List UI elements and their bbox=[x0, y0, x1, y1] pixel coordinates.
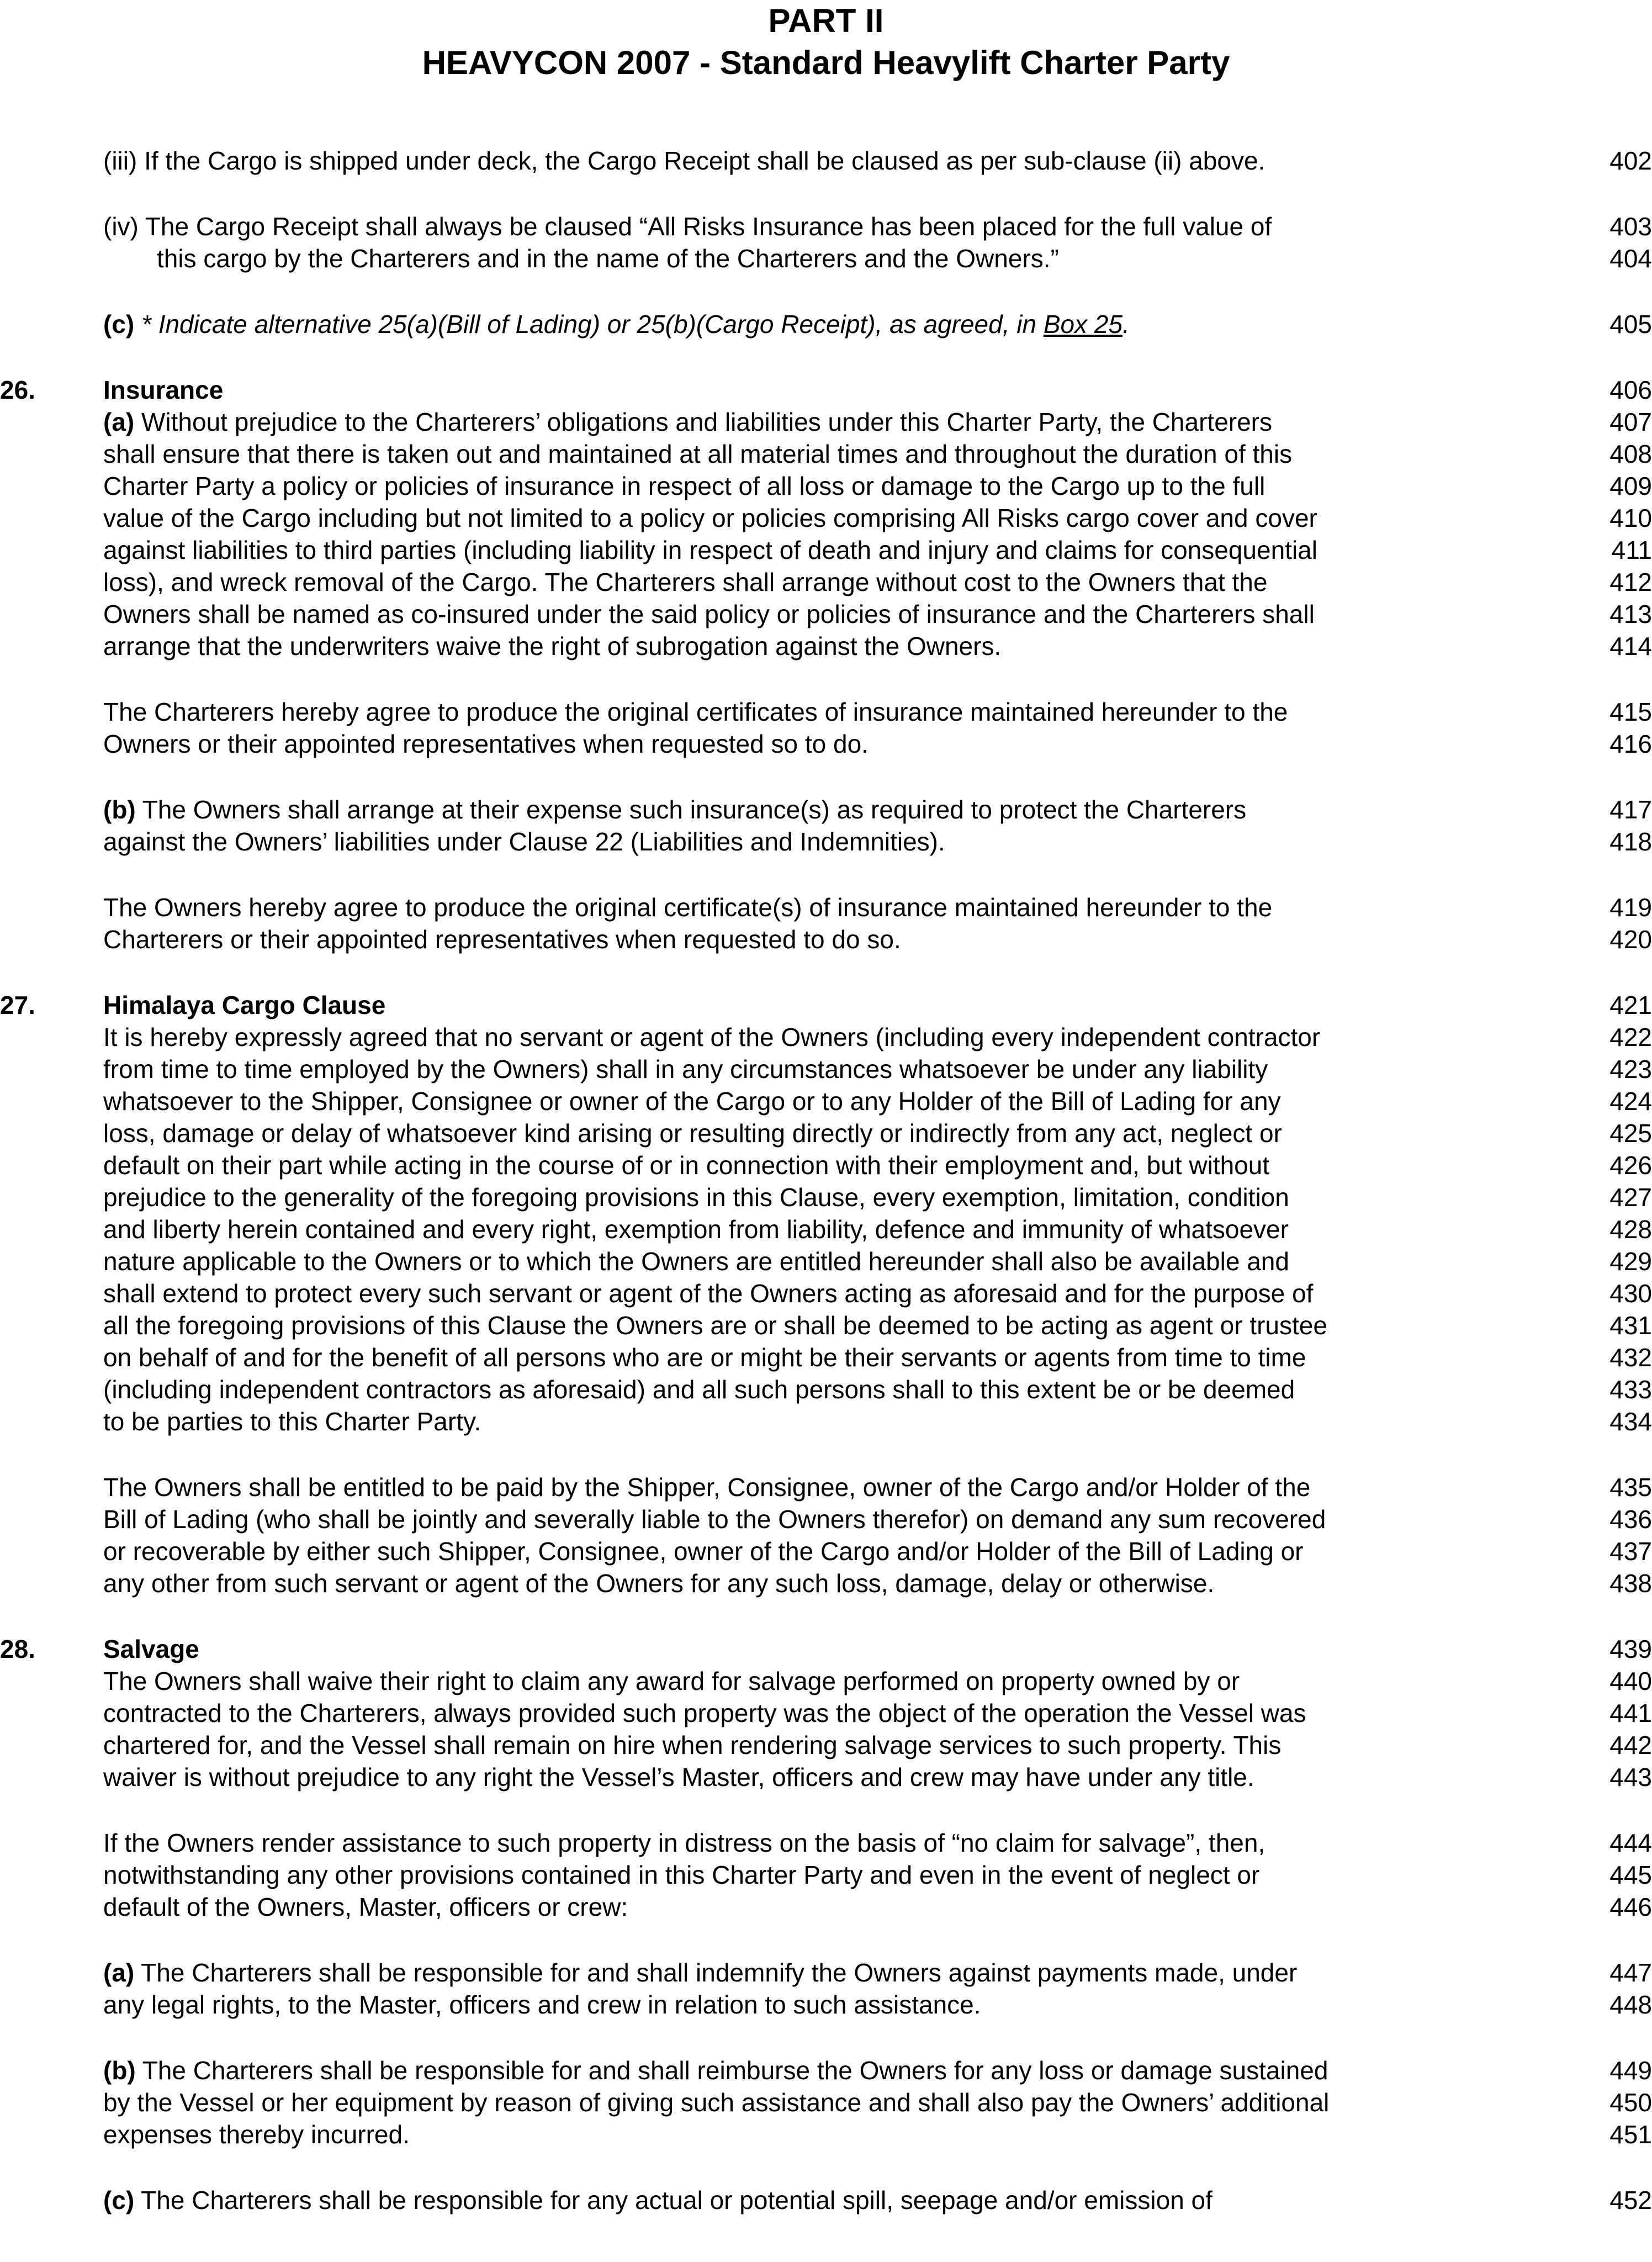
line-number: 416 bbox=[1609, 730, 1652, 758]
line-text bbox=[103, 1053, 1268, 1085]
line-text bbox=[103, 1697, 1306, 1729]
text-line-443 bbox=[0, 1761, 1652, 1793]
text-line-415 bbox=[0, 696, 1652, 728]
line-number: 407 bbox=[1609, 408, 1652, 436]
text-segment: shall extend to protect every such servant or agent of the Owners acting as aforesaid and for the purpose of bbox=[103, 1279, 1314, 1308]
line-text bbox=[103, 210, 1272, 242]
line-number: 408 bbox=[1609, 440, 1652, 468]
line-text bbox=[103, 1277, 1313, 1309]
line-number: 419 bbox=[1609, 893, 1652, 922]
text-line-417 bbox=[0, 794, 1652, 826]
line-text bbox=[103, 1503, 1326, 1535]
line-number: 445 bbox=[1609, 1861, 1652, 1889]
text-segment: (a) bbox=[103, 1958, 135, 1987]
text-line-432 bbox=[0, 1341, 1652, 1373]
line-text bbox=[103, 989, 385, 1021]
line-text bbox=[103, 598, 1315, 630]
text-segment: this cargo by the Charterers and in the name of the Charterers and the Owners.” bbox=[157, 244, 1059, 273]
line-text bbox=[103, 2054, 1328, 2086]
line-number: 431 bbox=[1609, 1311, 1652, 1340]
line-text bbox=[103, 630, 1001, 662]
text-segment: expenses thereby incurred. bbox=[103, 2120, 410, 2149]
line-text bbox=[103, 1373, 1295, 1405]
text-line-408 bbox=[0, 438, 1652, 470]
text-line-431 bbox=[0, 1309, 1652, 1341]
line-text bbox=[103, 923, 901, 955]
line-text bbox=[103, 1245, 1289, 1277]
text-line-422 bbox=[0, 1021, 1652, 1053]
text-segment: The Owners shall waive their right to claim any award for salvage performed on property owned by or bbox=[103, 1667, 1240, 1695]
text-line-421 bbox=[0, 989, 1652, 1021]
text-line-433 bbox=[0, 1373, 1652, 1405]
text-segment: nature applicable to the Owners or to which the Owners are entitled hereunder shall also be available and bbox=[103, 1247, 1289, 1276]
text-line-448 bbox=[0, 1989, 1652, 2021]
text-segment: all the foregoing provisions of this Clause the Owners are or shall be deemed to be acting as agent or trustee bbox=[103, 1311, 1327, 1340]
text-segment: from time to time employed by the Owners) shall in any circumstances whatsoever be under any liability bbox=[103, 1055, 1268, 1084]
line-number: 424 bbox=[1609, 1087, 1652, 1116]
part-heading: PART II bbox=[768, 2, 884, 39]
text-line-416 bbox=[0, 728, 1652, 760]
line-number: 452 bbox=[1609, 2186, 1652, 2215]
text-line-442 bbox=[0, 1729, 1652, 1761]
text-line-440 bbox=[0, 1665, 1652, 1697]
line-number: 436 bbox=[1609, 1505, 1652, 1534]
line-text bbox=[103, 1341, 1306, 1373]
text-segment: Charter Party a policy or policies of insurance in respect of all loss or damage to the Cargo up to the full bbox=[103, 472, 1266, 500]
text-segment: arrange that the underwriters waive the right of subrogation against the Owners. bbox=[103, 632, 1002, 660]
line-text bbox=[157, 242, 1059, 274]
line-text bbox=[103, 2118, 410, 2150]
line-text bbox=[103, 1859, 1259, 1891]
line-text bbox=[103, 696, 1288, 728]
line-text bbox=[103, 1021, 1320, 1053]
text-segment: prejudice to the generality of the foregoing provisions in this Clause, every exemption, limitation, condition bbox=[103, 1183, 1289, 1212]
line-number: 404 bbox=[1609, 244, 1652, 273]
line-number: 432 bbox=[1609, 1343, 1652, 1372]
line-number: 448 bbox=[1609, 1990, 1652, 2019]
text-line-437 bbox=[0, 1535, 1652, 1567]
line-text bbox=[103, 438, 1292, 470]
text-line-449 bbox=[0, 2054, 1652, 2086]
clause-text-body bbox=[0, 145, 1652, 2216]
text-segment: Without prejudice to the Charterers’ obligations and liabilities under this Charter Party, the Charterers bbox=[134, 408, 1273, 436]
text-segment: Salvage bbox=[103, 1635, 199, 1663]
text-segment: * Indicate alternative 25(a)(Bill of Lading) or 25(b)(Cargo Receipt), as agreed, in bbox=[141, 310, 1044, 339]
text-segment: . bbox=[1122, 310, 1130, 339]
text-line-452 bbox=[0, 2184, 1652, 2216]
line-number: 441 bbox=[1609, 1699, 1652, 1727]
line-text bbox=[103, 1149, 1269, 1181]
text-segment: any legal rights, to the Master, officers and crew in relation to such assistance. bbox=[103, 1990, 981, 2019]
text-line-450 bbox=[0, 2086, 1652, 2118]
line-number: 439 bbox=[1609, 1635, 1652, 1663]
box-reference-link[interactable]: Box 25 bbox=[1043, 310, 1123, 339]
line-text bbox=[103, 728, 869, 760]
line-number: 434 bbox=[1609, 1407, 1652, 1436]
text-segment: It is hereby expressly agreed that no servant or agent of the Owners (including every independent contractor bbox=[103, 1023, 1321, 1051]
text-segment: (c) bbox=[103, 310, 135, 339]
line-text bbox=[103, 2086, 1329, 2118]
text-segment: loss, damage or delay of whatsoever kind arising or resulting directly or indirectly from any act, neglect or bbox=[103, 1119, 1282, 1148]
text-segment: Owners or their appointed representatives when requested so to do. bbox=[103, 730, 869, 758]
text-segment: value of the Cargo including but not limited to a policy or policies comprising All Risks cargo cover and cover bbox=[103, 504, 1317, 532]
line-number: 438 bbox=[1609, 1569, 1652, 1598]
line-text bbox=[103, 1729, 1281, 1761]
line-number: 411 bbox=[1611, 536, 1652, 564]
line-text bbox=[103, 1181, 1289, 1213]
line-number: 427 bbox=[1609, 1183, 1652, 1212]
line-number: 430 bbox=[1609, 1279, 1652, 1308]
line-number: 420 bbox=[1609, 925, 1652, 954]
line-number: 421 bbox=[1609, 991, 1652, 1019]
text-line-429 bbox=[0, 1245, 1652, 1277]
line-text bbox=[103, 1957, 1297, 1989]
line-text bbox=[103, 534, 1317, 566]
text-line-411 bbox=[0, 534, 1652, 566]
text-line-419 bbox=[0, 891, 1652, 923]
text-line-425 bbox=[0, 1117, 1652, 1149]
line-text bbox=[103, 1827, 1265, 1859]
text-line-445 bbox=[0, 1859, 1652, 1891]
line-text bbox=[103, 1891, 628, 1923]
line-text bbox=[103, 1213, 1289, 1245]
line-number: 423 bbox=[1609, 1055, 1652, 1084]
text-segment: (iii) If the Cargo is shipped under deck, the Cargo Receipt shall be claused as per sub-clause (ii) above. bbox=[103, 146, 1266, 175]
text-line-447 bbox=[0, 1957, 1652, 1989]
text-line-405 bbox=[0, 308, 1652, 340]
text-segment: (b) bbox=[103, 2056, 136, 2085]
clause-number: 27. bbox=[0, 991, 35, 1019]
text-line-414 bbox=[0, 630, 1652, 662]
text-segment: whatsoever to the Shipper, Consignee or owner of the Cargo or to any Holder of the Bill of Lading for any bbox=[103, 1087, 1281, 1116]
text-segment: (a) bbox=[103, 408, 135, 436]
text-segment: The Owners shall arrange at their expense such insurance(s) as required to protect the Charterers bbox=[135, 795, 1247, 824]
line-number: 449 bbox=[1609, 2056, 1652, 2085]
text-line-446 bbox=[0, 1891, 1652, 1923]
text-segment: shall ensure that there is taken out and maintained at all material times and throughout the duration of this bbox=[103, 440, 1293, 468]
text-segment: The Owners hereby agree to produce the original certificate(s) of insurance maintained hereunder to the bbox=[103, 893, 1273, 922]
line-number: 426 bbox=[1609, 1151, 1652, 1180]
text-segment: (c) bbox=[103, 2186, 135, 2215]
text-line-418 bbox=[0, 826, 1652, 858]
text-segment: against the Owners’ liabilities under Clause 22 (Liabilities and Indemnities). bbox=[103, 827, 945, 856]
line-number: 433 bbox=[1609, 1375, 1652, 1404]
line-number: 410 bbox=[1609, 504, 1652, 532]
line-text bbox=[103, 1471, 1310, 1503]
text-segment bbox=[134, 310, 141, 339]
line-text bbox=[103, 1309, 1327, 1341]
text-line-444 bbox=[0, 1827, 1652, 1859]
text-segment: The Charterers shall be responsible for and shall reimburse the Owners for any loss or damage sustained bbox=[135, 2056, 1328, 2085]
line-number: 403 bbox=[1609, 212, 1652, 241]
line-number: 440 bbox=[1609, 1667, 1652, 1695]
line-text bbox=[103, 1405, 481, 1437]
text-segment: on behalf of and for the benefit of all persons who are or might be their servants or agents from time to time bbox=[103, 1343, 1306, 1372]
text-segment: Bill of Lading (who shall be jointly and severally liable to the Owners therefor) on demand any sum recovered bbox=[103, 1505, 1326, 1534]
line-number: 446 bbox=[1609, 1893, 1652, 1921]
line-text bbox=[103, 891, 1272, 923]
text-line-436 bbox=[0, 1503, 1652, 1535]
text-line-420 bbox=[0, 923, 1652, 955]
line-text bbox=[103, 2184, 1212, 2216]
line-text bbox=[103, 1117, 1282, 1149]
line-text bbox=[103, 1633, 199, 1665]
line-number: 409 bbox=[1609, 472, 1652, 500]
line-text bbox=[103, 502, 1317, 534]
text-line-409 bbox=[0, 470, 1652, 502]
line-number: 412 bbox=[1609, 568, 1652, 596]
text-line-403 bbox=[0, 210, 1652, 242]
line-text bbox=[103, 470, 1265, 502]
text-line-407 bbox=[0, 406, 1652, 438]
text-line-434 bbox=[0, 1405, 1652, 1437]
text-line-435 bbox=[0, 1471, 1652, 1503]
text-line-410 bbox=[0, 502, 1652, 534]
line-text bbox=[103, 826, 945, 858]
text-segment: contracted to the Charterers, always provided such property was the object of the operation the Vessel was bbox=[103, 1699, 1306, 1727]
text-segment: Himalaya Cargo Clause bbox=[103, 991, 386, 1019]
text-segment: The Charterers shall be responsible for and shall indemnify the Owners against payments made, under bbox=[134, 1958, 1298, 1987]
line-number: 447 bbox=[1609, 1958, 1652, 1987]
line-number: 425 bbox=[1609, 1119, 1652, 1148]
line-text bbox=[103, 406, 1272, 438]
clause-number: 28. bbox=[0, 1635, 35, 1663]
line-number: 415 bbox=[1609, 697, 1652, 726]
text-line-427 bbox=[0, 1181, 1652, 1213]
text-line-423 bbox=[0, 1053, 1652, 1085]
line-text bbox=[103, 1567, 1214, 1599]
line-text bbox=[103, 566, 1267, 598]
line-number: 414 bbox=[1609, 632, 1652, 660]
text-segment: any other from such servant or agent of the Owners for any such loss, damage, delay or otherwise. bbox=[103, 1569, 1215, 1598]
text-segment: The Charterers shall be responsible for any actual or potential spill, seepage and/or emission of bbox=[134, 2186, 1212, 2215]
text-segment: and liberty herein contained and every right, exemption from liability, defence and immunity of whatsoever bbox=[103, 1215, 1289, 1244]
text-segment: (iv) The Cargo Receipt shall always be claused “All Risks Insurance has been placed for the full value of bbox=[103, 212, 1272, 241]
document-header bbox=[0, 0, 1652, 84]
text-segment: Charterers or their appointed representatives when requested to do so. bbox=[103, 925, 901, 954]
text-segment: default on their part while acting in the course of or in connection with their employment and, but without bbox=[103, 1151, 1270, 1180]
text-segment: Insurance bbox=[103, 376, 224, 404]
clause-number: 26. bbox=[0, 376, 35, 404]
text-segment: against liabilities to third parties (including liability in respect of death and injury and claims for consequential bbox=[103, 536, 1317, 564]
text-line-441 bbox=[0, 1697, 1652, 1729]
text-line-412 bbox=[0, 566, 1652, 598]
text-segment: by the Vessel or her equipment by reason of giving such assistance and shall also pay the Owners’ additional bbox=[103, 2088, 1330, 2117]
line-number: 435 bbox=[1609, 1473, 1652, 1502]
line-number: 405 bbox=[1609, 310, 1652, 339]
text-line-426 bbox=[0, 1149, 1652, 1181]
line-number: 402 bbox=[1609, 146, 1652, 175]
line-number: 437 bbox=[1609, 1537, 1652, 1566]
text-line-413 bbox=[0, 598, 1652, 630]
text-segment: Owners shall be named as co-insured under the said policy or policies of insurance and the Charterers shall bbox=[103, 600, 1315, 628]
text-segment: or recoverable by either such Shipper, Consignee, owner of the Cargo and/or Holder of the Bill of Lading or bbox=[103, 1537, 1304, 1566]
line-text bbox=[103, 145, 1265, 177]
line-number: 417 bbox=[1609, 795, 1652, 824]
document-title: HEAVYCON 2007 - Standard Heavylift Charter Party bbox=[422, 44, 1230, 81]
text-segment: loss), and wreck removal of the Cargo. The Charterers shall arrange without cost to the Owners that the bbox=[103, 568, 1268, 596]
text-segment: The Charterers hereby agree to produce the original certificates of insurance maintained hereunder to the bbox=[103, 697, 1288, 726]
line-number: 443 bbox=[1609, 1763, 1652, 1791]
text-line-451 bbox=[0, 2118, 1652, 2150]
text-line-402 bbox=[0, 145, 1652, 177]
line-number: 413 bbox=[1609, 600, 1652, 628]
text-line-406 bbox=[0, 374, 1652, 406]
line-text bbox=[103, 1085, 1281, 1117]
line-number: 451 bbox=[1609, 2120, 1652, 2149]
line-text bbox=[103, 1761, 1254, 1793]
line-number: 428 bbox=[1609, 1215, 1652, 1244]
text-segment: The Owners shall be entitled to be paid by the Shipper, Consignee, owner of the Cargo and/or Holder of the bbox=[103, 1473, 1311, 1502]
line-number: 429 bbox=[1609, 1247, 1652, 1276]
text-segment: (b) bbox=[103, 795, 136, 824]
line-number: 442 bbox=[1609, 1731, 1652, 1759]
line-number: 406 bbox=[1609, 376, 1652, 404]
line-number: 450 bbox=[1609, 2088, 1652, 2117]
text-line-430 bbox=[0, 1277, 1652, 1309]
text-segment: notwithstanding any other provisions contained in this Charter Party and even in the event of neglect or bbox=[103, 1861, 1260, 1889]
text-segment: waiver is without prejudice to any right the Vessel’s Master, officers and crew may have under any title. bbox=[103, 1763, 1254, 1791]
line-text bbox=[103, 1535, 1304, 1567]
line-text bbox=[103, 794, 1246, 826]
text-segment: default of the Owners, Master, officers or crew: bbox=[103, 1893, 628, 1921]
text-line-438 bbox=[0, 1567, 1652, 1599]
text-line-404 bbox=[0, 242, 1652, 274]
text-segment: (including independent contractors as aforesaid) and all such persons shall to this extent be or be deemed bbox=[103, 1375, 1295, 1404]
text-segment: to be parties to this Charter Party. bbox=[103, 1407, 481, 1436]
text-line-428 bbox=[0, 1213, 1652, 1245]
text-segment: chartered for, and the Vessel shall remain on hire when rendering salvage services to such property. This bbox=[103, 1731, 1282, 1759]
line-number: 422 bbox=[1609, 1023, 1652, 1051]
text-line-439 bbox=[0, 1633, 1652, 1665]
line-number: 444 bbox=[1609, 1828, 1652, 1857]
line-number: 418 bbox=[1609, 827, 1652, 856]
line-text bbox=[103, 1989, 981, 2021]
line-text bbox=[103, 308, 1130, 340]
text-line-424 bbox=[0, 1085, 1652, 1117]
text-segment: If the Owners render assistance to such property in distress on the basis of “no claim for salvage”, then, bbox=[103, 1828, 1266, 1857]
line-text bbox=[103, 374, 223, 406]
line-text bbox=[103, 1665, 1240, 1697]
